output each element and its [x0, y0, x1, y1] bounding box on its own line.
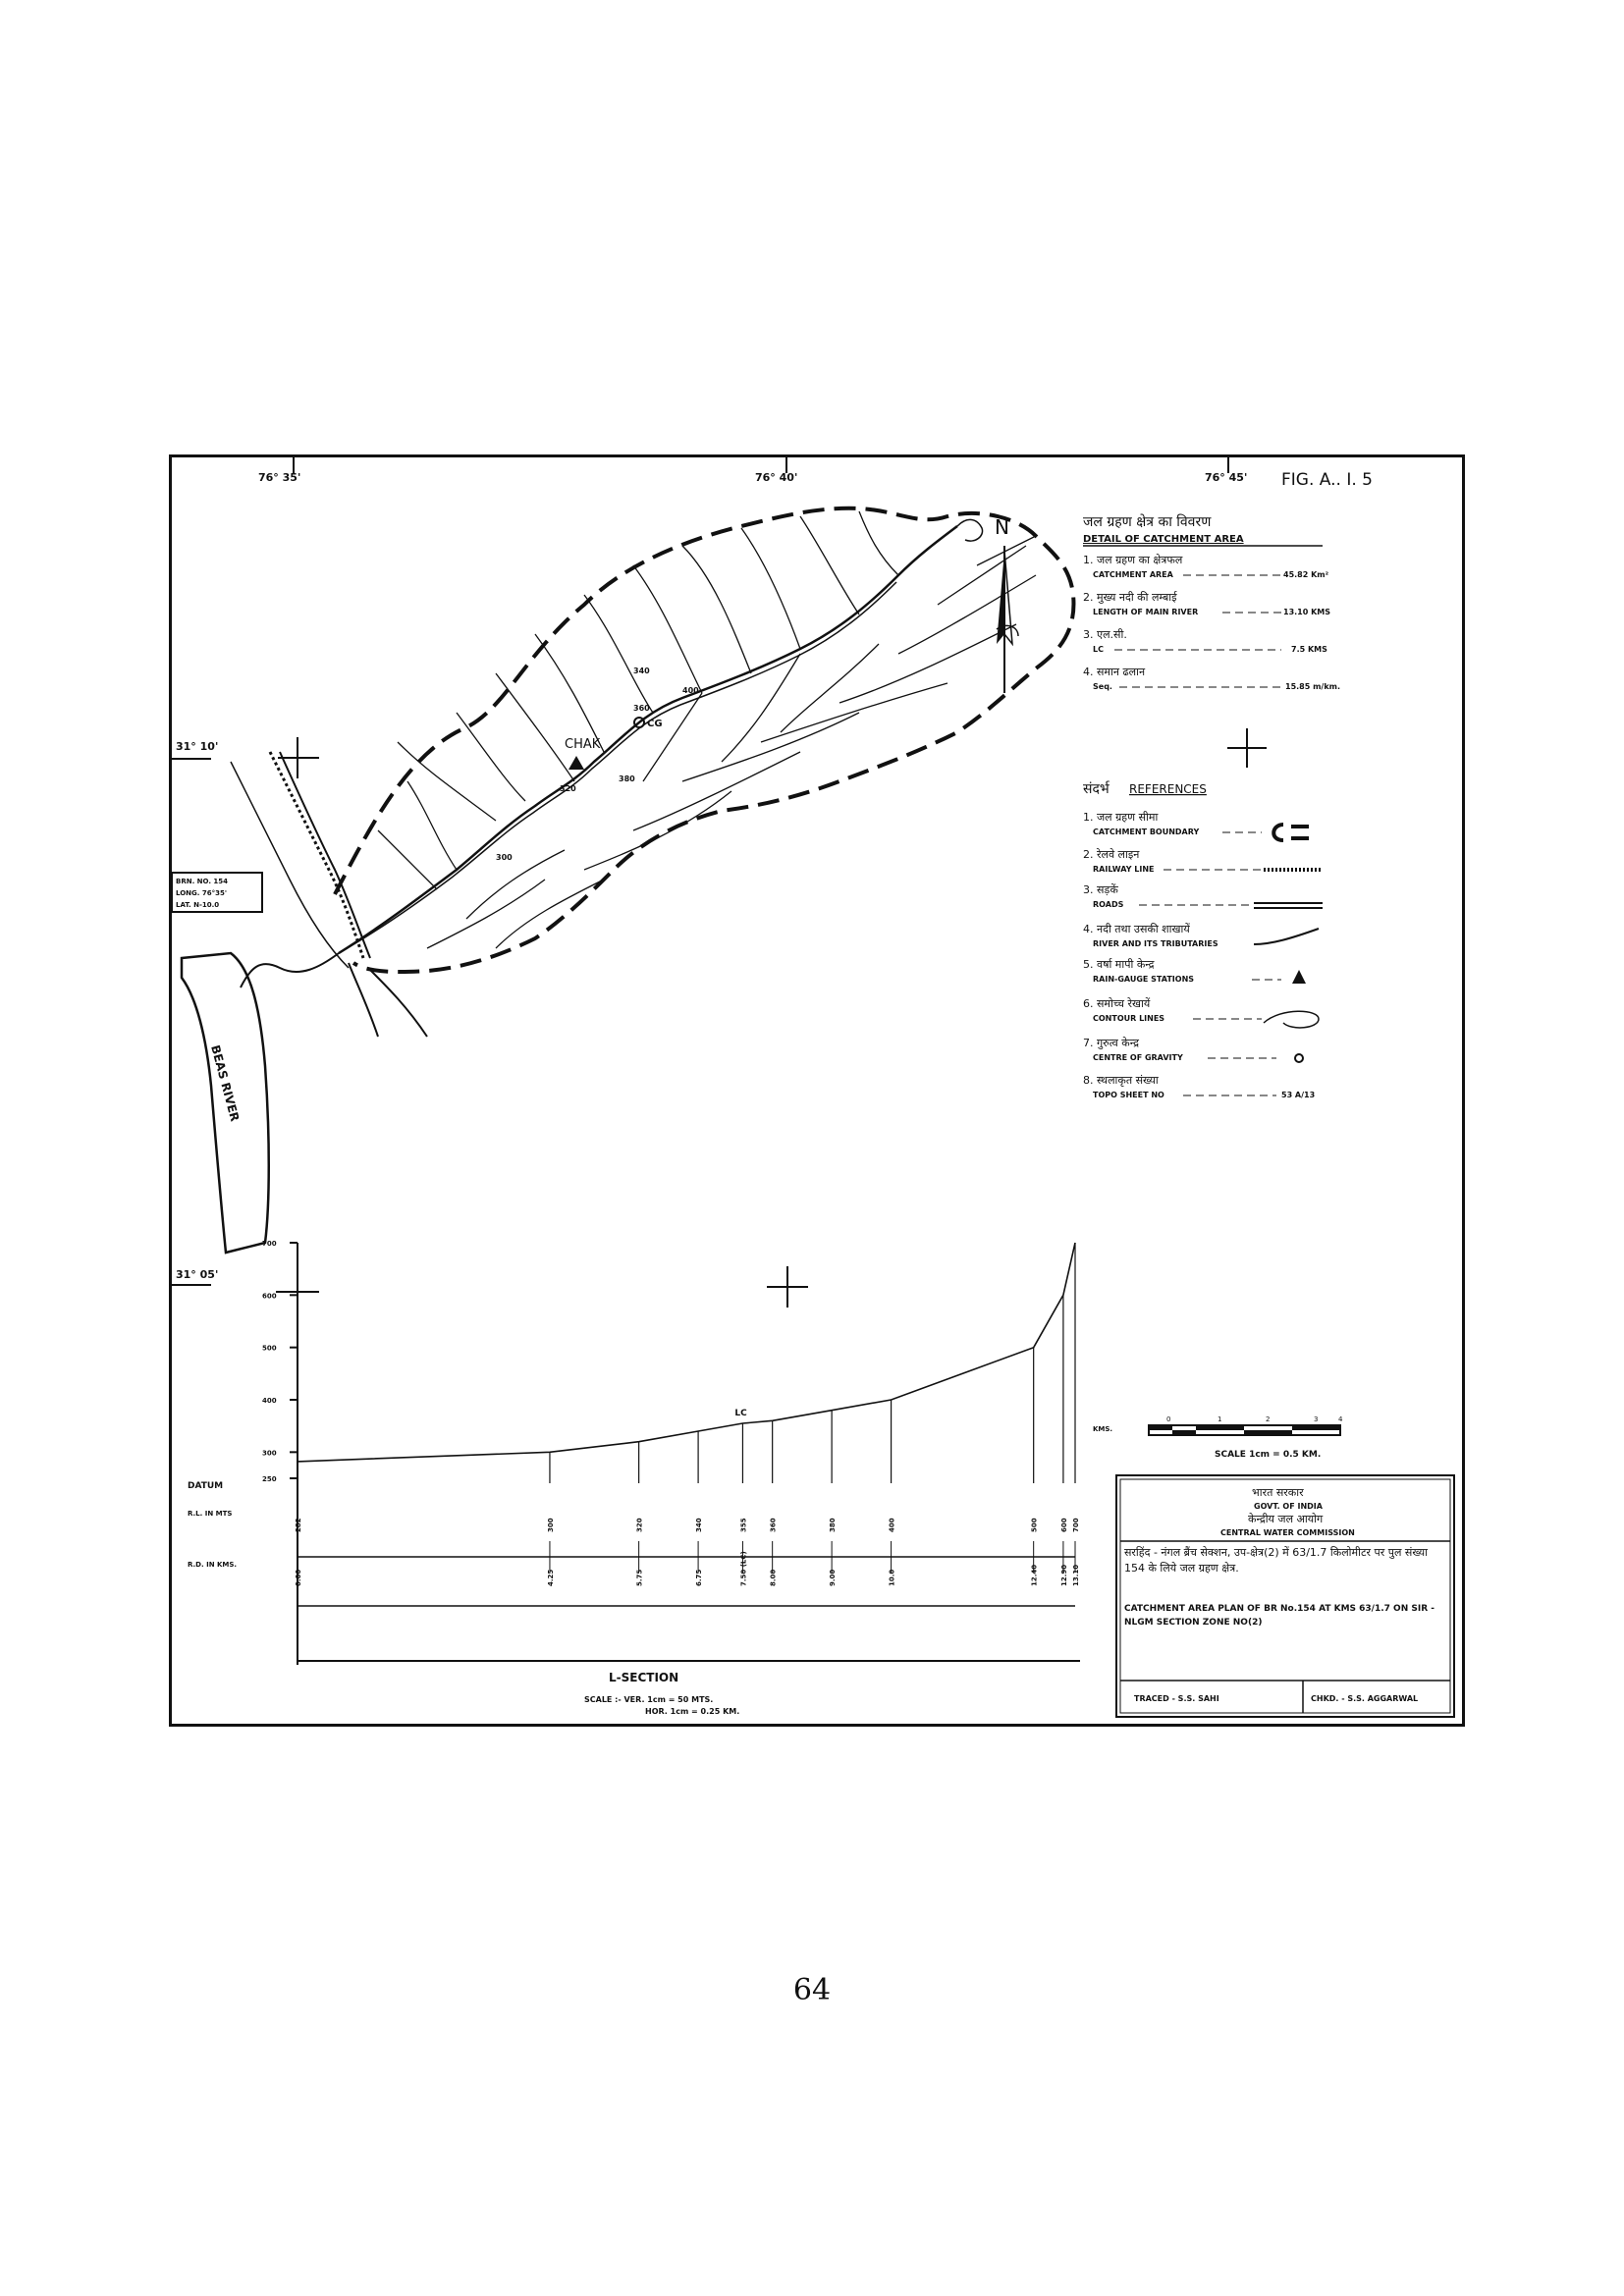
traced-by: TRACED - S.S. SAHI	[1134, 1694, 1219, 1703]
rl-label: 700	[1072, 1518, 1080, 1532]
l-section-chart	[188, 1240, 1080, 1716]
y-tick-label: 500	[262, 1344, 277, 1353]
ref-item-hi: 6. समोच्च रेखायें	[1083, 997, 1151, 1010]
ref-item-hi: 4. नदी तथा उसकी शाखायें	[1083, 923, 1190, 935]
contour-label: 320	[560, 784, 576, 793]
ref-item-hi: 8. स्थलाकृत संख्या	[1083, 1074, 1159, 1087]
rl-label: 340	[695, 1518, 704, 1532]
ref-item-hi: 3. सड़कें	[1083, 883, 1118, 896]
scale-tick: 4	[1338, 1415, 1343, 1423]
river-symbol	[1254, 929, 1319, 944]
rl-label: 300	[546, 1518, 555, 1532]
scale-tick: 0	[1166, 1415, 1171, 1423]
l-section-scale-hor: HOR. 1cm = 0.25 KM.	[645, 1707, 740, 1716]
figure-canvas	[172, 457, 1462, 1724]
ref-item-en: RAIN-GAUGE STATIONS	[1093, 975, 1195, 984]
detail-item-en: LENGTH OF MAIN RIVER	[1093, 608, 1199, 616]
checked-by: CHKD. - S.S. AGGARWAL	[1311, 1694, 1419, 1703]
detail-item-en: CATCHMENT AREA	[1093, 570, 1173, 579]
rd-label: 13.10	[1072, 1564, 1080, 1586]
catchment-detail	[1083, 513, 1340, 691]
y-tick-label: 600	[262, 1292, 277, 1301]
scale-tick: 2	[1266, 1415, 1271, 1423]
scale-bar	[1093, 1415, 1343, 1460]
tick-76-40: 76° 40'	[755, 471, 798, 484]
contour-label: 360	[633, 704, 650, 713]
scale-bar-label: KMS.	[1093, 1425, 1113, 1433]
ref-item-en: RAILWAY LINE	[1093, 865, 1155, 874]
chak-label: CHAK	[565, 737, 601, 752]
references-legend	[1083, 780, 1323, 1099]
ref-item-hi: 5. वर्षा मापी केन्द्र	[1083, 958, 1155, 971]
page-number: 64	[792, 1973, 832, 2007]
detail-item-en: LC	[1093, 645, 1104, 654]
cg-label: CG	[647, 719, 663, 729]
catchment-boundary-symbol	[1273, 825, 1309, 840]
rd-label: 10.0	[888, 1569, 896, 1586]
bridge-box-line-1: BRN. NO. 154	[176, 878, 229, 885]
tick-31-10: 31° 10'	[176, 740, 219, 753]
rl-label: 600	[1059, 1518, 1068, 1532]
detail-item-value: 7.5 KMS	[1291, 645, 1327, 654]
rd-row-label: R.D. IN KMS.	[188, 1561, 238, 1569]
detail-title-hi: जल ग्रहण क्षेत्र का विवरण	[1083, 514, 1212, 530]
desc-hi-box	[1124, 1545, 1448, 1598]
rd-label: 5.75	[635, 1569, 644, 1586]
ref-item-value: 53 A/13	[1281, 1091, 1316, 1099]
scale-tick: 1	[1218, 1415, 1222, 1423]
main-river	[339, 526, 957, 953]
rl-label: 355	[739, 1518, 748, 1532]
tick-31-05: 31° 05'	[176, 1268, 219, 1281]
rl-label-group	[295, 1518, 1080, 1573]
detail-title-en: DETAIL OF CATCHMENT AREA	[1083, 534, 1244, 545]
scale-caption: SCALE 1cm = 0.5 KM.	[1215, 1450, 1322, 1460]
rd-label: 6.75	[695, 1569, 704, 1586]
contour-label: 340	[633, 667, 650, 675]
rd-label: 12.90	[1059, 1564, 1068, 1586]
rain-gauge-marker	[568, 756, 584, 770]
beas-river-label: BEAS RIVER	[208, 1043, 243, 1123]
rl-label: 282	[295, 1518, 302, 1532]
dept-en: CENTRAL WATER COMMISSION	[1220, 1528, 1355, 1537]
l-section-title: L-SECTION	[609, 1671, 679, 1684]
rl-label: 400	[888, 1518, 896, 1532]
detail-item-value: 15.85 m/km.	[1285, 682, 1341, 691]
top-ticks	[258, 457, 1247, 484]
references-title-en: REFERENCES	[1129, 782, 1207, 796]
l-section-scale-ver: SCALE :- VER. 1cm = 50 MTS.	[584, 1695, 714, 1704]
detail-item-hi: 4. समान ढलान	[1083, 666, 1146, 678]
tick-76-45: 76° 45'	[1205, 471, 1248, 484]
bridge-box-line-3: LAT. N-10.0	[176, 901, 220, 909]
bridge-box-line-2: LONG. 76°35'	[176, 889, 227, 897]
rd-label: 0.00	[295, 1569, 302, 1586]
detail-item-value: 13.10 KMS	[1283, 608, 1331, 616]
dept-hi: केन्द्रीय जल आयोग	[1248, 1513, 1324, 1525]
detail-item-hi: 3. एल.सी.	[1083, 628, 1127, 641]
tick-76-35: 76° 35'	[258, 471, 301, 484]
left-ticks	[172, 740, 218, 1285]
rd-label: 8.00	[769, 1569, 778, 1586]
catchment-map	[172, 508, 1073, 1253]
rd-label: 7.50 (LC)	[739, 1551, 748, 1586]
datum-label: DATUM	[188, 1481, 224, 1491]
centre-of-gravity-symbol	[1295, 1054, 1303, 1062]
rd-label: 12.40	[1030, 1564, 1039, 1586]
y-tick-label: 250	[262, 1475, 277, 1483]
tributaries	[378, 511, 1036, 948]
rl-label: 500	[1030, 1518, 1039, 1532]
north-arrow-label: N	[995, 515, 1009, 539]
catchment-boundary	[335, 508, 1073, 972]
y-tick-label: 400	[262, 1397, 277, 1405]
profile-line	[298, 1243, 1075, 1462]
rl-label: 360	[769, 1518, 778, 1532]
y-tick-label: 700	[262, 1240, 277, 1248]
ref-item-en: ROADS	[1093, 900, 1124, 909]
rl-label: 380	[829, 1518, 838, 1532]
y-tick-label: 300	[262, 1449, 277, 1458]
detail-item-hi: 1. जल ग्रहण का क्षेत्रफल	[1083, 554, 1183, 566]
ref-item-hi: 1. जल ग्रहण सीमा	[1083, 811, 1159, 824]
scale-tick: 3	[1314, 1415, 1319, 1423]
rl-label: 320	[635, 1518, 644, 1532]
ref-item-en: CATCHMENT BOUNDARY	[1093, 828, 1200, 836]
ref-item-en: TOPO SHEET NO	[1093, 1091, 1164, 1099]
figure-frame	[169, 454, 1465, 1727]
detail-item-en: Seq.	[1093, 682, 1112, 691]
ref-item-hi: 7. गुरुत्व केन्द्र	[1083, 1037, 1139, 1049]
profile-group	[298, 1243, 1075, 1483]
contour-label: 300	[496, 853, 513, 862]
rd-label: 4.25	[546, 1569, 555, 1586]
y-tick-group	[262, 1240, 298, 1483]
contour-label: 400	[682, 686, 699, 695]
contour-label: 380	[619, 774, 635, 783]
ref-item-en: RIVER AND ITS TRIBUTARIES	[1093, 939, 1218, 948]
govt-en: GOVT. OF INDIA	[1254, 1502, 1323, 1511]
detail-item-value: 45.82 Km²	[1283, 570, 1329, 579]
desc-en: CATCHMENT AREA PLAN OF BR No.154 AT KMS 63/1.7 ON SIR - NLGM SECTION ZONE NO(2)	[1124, 1604, 1435, 1628]
lc-annotation: LC	[734, 1409, 747, 1418]
rd-label: 9.00	[829, 1569, 838, 1586]
north-arrow	[995, 515, 1012, 693]
desc-hi: सरहिंद - नंगल ब्रैंच सेक्शन, उप-क्षेत्र(2) में 63/1.7 किलोमीटर पर पुल संख्या 154 के लिये जल ग्रहण क्षेत्र.	[1124, 1546, 1429, 1575]
contour-symbol	[1264, 1011, 1319, 1028]
ref-item-en: CENTRE OF GRAVITY	[1093, 1053, 1183, 1062]
ref-item-hi: 2. रेलवे लाइन	[1083, 848, 1140, 861]
rain-gauge-symbol	[1292, 970, 1306, 984]
govt-hi: भारत सरकार	[1252, 1486, 1304, 1499]
desc-en-box	[1124, 1602, 1448, 1661]
detail-item-hi: 2. मुख्य नदी की लम्बाई	[1083, 591, 1177, 604]
figure-label: FIG. A.. I. 5	[1281, 470, 1373, 490]
title-block	[1116, 1475, 1454, 1717]
ref-item-en: CONTOUR LINES	[1093, 1014, 1165, 1023]
references-title-hi: संदर्भ	[1083, 781, 1110, 797]
rl-row-label: R.L. IN MTS	[188, 1510, 233, 1518]
